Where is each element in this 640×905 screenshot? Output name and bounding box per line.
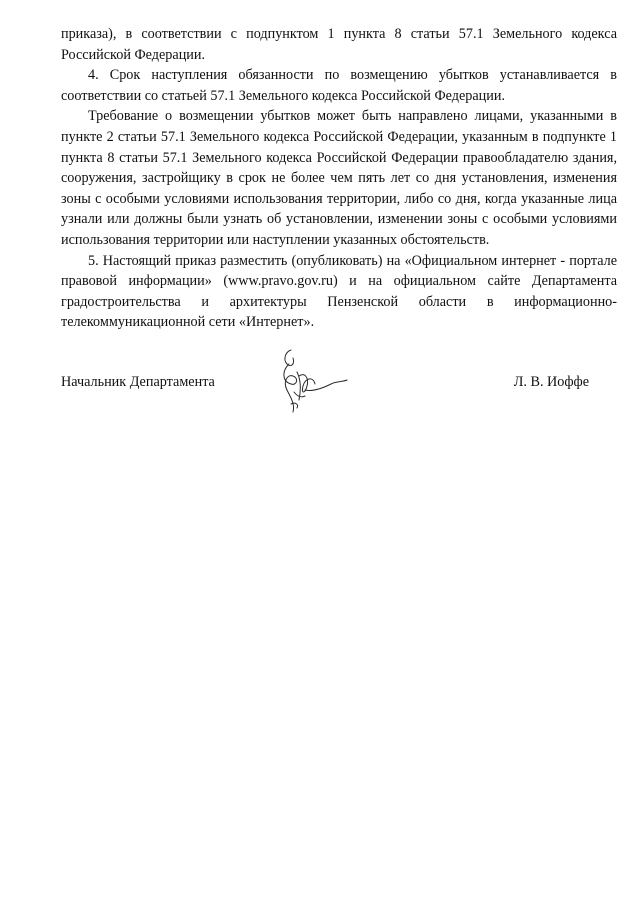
signatory-title: Начальник Департамента (61, 374, 215, 390)
paragraph-damages-claim: Требование о возмещении убытков может быть направлено лицами, указанными в пункте 2 статьи 57.1 Земельного кодекса Российской Федерации, указанным в подпункте 1 пункта 8 статьи 57.1 Земельного кодекса Российской Федерации правообладателю здания, сооружения, застройщику в срок не более чем пять лет со дня установления, изменения зоны с особыми условиями использования территории, либо со дня, когда указанные лица узнали или должны были узнать об установлении, изменении зоны с особыми условиями использования территории или наступлении указанных обстоятельств. (61, 108, 617, 248)
document-body (61, 24, 617, 333)
signature-block (61, 372, 617, 442)
paragraph-item-5: 5. Настоящий приказ разместить (опубликовать) на «Официальном интернет - портале правовой информации» (www.pravo.gov.ru) и на официальном сайте Департамента градостроительства и архитектуры Пензенской области в информационно-телекоммуникационной сети «Интернет». (61, 252, 617, 331)
handwritten-signature-icon (261, 342, 351, 420)
paragraph-item-4: 4. Срок наступления обязанности по возмещению убытков устанавливается в соответствии со статьей 57.1 Земельного кодекса Российской Федерации. (61, 67, 617, 104)
paragraph-continuation: приказа), в соответствии с подпунктом 1 пункта 8 статьи 57.1 Земельного кодекса Российской Федерации. (61, 26, 617, 63)
signatory-name: Л. В. Иоффе (513, 374, 589, 390)
